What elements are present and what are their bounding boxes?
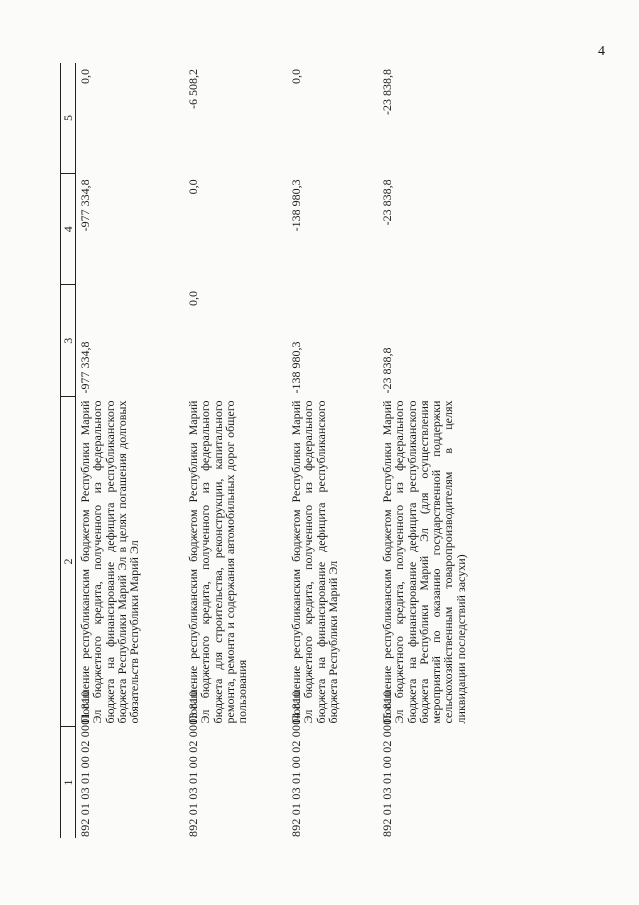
value-col5: -23 838,8 — [380, 69, 394, 115]
header-cell: 5 — [61, 63, 76, 173]
value-col5: 0,0 — [78, 69, 92, 84]
table-row — [287, 63, 378, 838]
value-col4: -23 838,8 — [380, 179, 394, 226]
table-row — [378, 63, 541, 838]
description-cell: Погашение республиканским бюджетом Республики Марий Эл бюджетного кредита, полученного из федерального бюджета на финансирование дефицита республиканского бюджета Республики Марий Эл — [289, 400, 340, 724]
description-cell: Погашение республиканским бюджетом Республики Марий Эл бюджетного кредита, полученного из федерального бюджета для строительства, реконструкции, капитального ремонта, ремонта и содержания автомобильных дорог общего пользования — [186, 400, 250, 724]
value-col3: -23 838,8 — [380, 347, 394, 394]
table-row — [184, 63, 287, 838]
value-col4: -138 980,3 — [289, 179, 303, 232]
value-col3: -977 334,8 — [78, 341, 92, 394]
header-cell: 2 — [61, 397, 76, 727]
page-number: 4 — [598, 44, 605, 59]
value-col3: 0,0 — [186, 290, 200, 306]
header-cell: 3 — [61, 285, 76, 397]
value-col4: 0,0 — [186, 179, 200, 195]
code-cell: 892 01 03 01 00 02 0004 810 — [289, 690, 303, 837]
budget-table — [60, 63, 541, 838]
code-cell: 892 01 03 01 00 02 0003 810 — [186, 690, 200, 837]
budget-table-rotated — [60, 63, 605, 838]
table-row — [76, 63, 185, 838]
header-cell: 4 — [61, 173, 76, 285]
description-cell: Погашение республиканским бюджетом Республики Марий Эл бюджетного кредита, полученного из федерального бюджета на финансирование дефицита республиканского бюджета Республики Марий Эл в целях погашения долговых обязательств Республики Марий Эл — [78, 400, 142, 724]
value-col5: 0,0 — [289, 69, 303, 84]
value-col3: -138 980,3 — [289, 341, 303, 394]
table-header-row — [61, 63, 76, 838]
code-cell: 892 01 03 01 00 02 0001 810 — [78, 690, 92, 837]
code-cell: 892 01 03 01 00 02 0005 810 — [380, 690, 394, 837]
value-col5: -6 508,2 — [186, 69, 200, 109]
description-cell: Погашение республиканским бюджетом Республики Марий Эл бюджетного кредита, полученного из федерального бюджета на финансирование дефицита республиканского бюджета Республики Марий Эл (для осуществления мероприятий по оказанию государственной поддержки сельскохозяйственным товаропроизводителям в целях ликвидации последствий засухи) — [380, 400, 468, 724]
header-cell: 1 — [61, 726, 76, 838]
value-col4: -977 334,8 — [78, 179, 92, 232]
